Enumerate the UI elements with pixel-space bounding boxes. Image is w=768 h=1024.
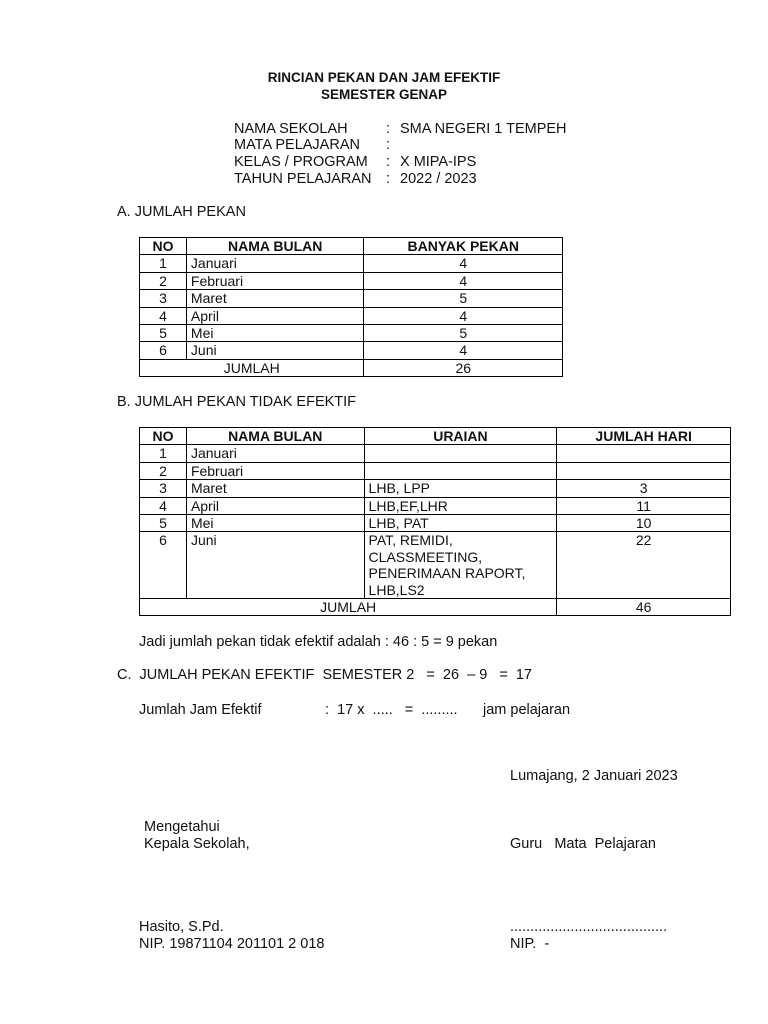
- cell-hari: 11: [557, 497, 731, 514]
- table-row: [140, 445, 731, 462]
- cell-bulan: Maret: [186, 290, 364, 307]
- cell-no: 6: [140, 342, 187, 359]
- cell-bulan: Maret: [186, 480, 364, 497]
- cell-no: 4: [140, 497, 187, 514]
- cell-uraian: [364, 462, 557, 479]
- teacher-nip: NIP. -: [510, 936, 550, 952]
- table-jumlah-pekan: [139, 237, 563, 377]
- cell-pekan: 4: [364, 342, 563, 359]
- cell-no: 2: [140, 462, 187, 479]
- table-row: [140, 497, 731, 514]
- cell-uraian: PAT, REMIDI, CLASSMEETING, PENERIMAAN RAPORT, LHB,LS2: [364, 532, 557, 599]
- principal-nip: NIP. 19871104 201101 2 018: [139, 936, 325, 952]
- col-header-pekan: BANYAK PEKAN: [364, 238, 563, 255]
- info-label: KELAS / PROGRAM: [234, 154, 368, 170]
- place-date: Lumajang, 2 Januari 2023: [510, 768, 678, 784]
- table-row: [140, 255, 563, 272]
- table-row: [140, 307, 563, 324]
- right-sign-title: Guru Mata Pelajaran: [510, 836, 656, 852]
- cell-no: 1: [140, 445, 187, 462]
- col-header-uraian: URAIAN: [364, 428, 557, 445]
- cell-pekan: 4: [364, 272, 563, 289]
- table-row: [140, 325, 563, 342]
- info-label: TAHUN PELAJARAN: [234, 171, 372, 187]
- left-sign-line1: Mengetahui: [144, 819, 220, 835]
- info-sep: :: [386, 121, 391, 137]
- table-pekan-tidak-efektif: [139, 427, 731, 616]
- info-sep: :: [386, 154, 391, 170]
- jam-efektif-label: Jumlah Jam Efektif: [139, 702, 262, 718]
- cell-uraian: LHB, PAT: [364, 515, 557, 532]
- info-label: NAMA SEKOLAH: [234, 121, 348, 137]
- cell-no: 6: [140, 532, 187, 599]
- info-label: MATA PELAJARAN: [234, 137, 360, 153]
- info-value: X MIPA-IPS: [400, 154, 477, 170]
- col-header-no: NO: [140, 428, 187, 445]
- section-a-heading: A. JUMLAH PEKAN: [117, 204, 246, 220]
- cell-pekan: 4: [364, 255, 563, 272]
- section-b-heading: B. JUMLAH PEKAN TIDAK EFEKTIF: [117, 394, 357, 410]
- jam-efektif-unit: jam pelajaran: [483, 702, 571, 718]
- cell-hari: 3: [557, 480, 731, 497]
- cell-bulan: Juni: [186, 532, 364, 599]
- cell-bulan: April: [186, 307, 364, 324]
- cell-no: 1: [140, 255, 187, 272]
- jam-efektif-formula: : 17 x ..... = .........: [325, 702, 458, 718]
- table-header-row: [140, 238, 563, 255]
- total-value: 46: [557, 599, 731, 616]
- cell-hari: [557, 462, 731, 479]
- col-header-bulan: NAMA BULAN: [186, 428, 364, 445]
- left-sign-line2: Kepala Sekolah,: [144, 836, 250, 852]
- cell-uraian: [364, 445, 557, 462]
- cell-hari: [557, 445, 731, 462]
- section-c-heading: C. JUMLAH PEKAN EFEKTIF SEMESTER 2 = 26 – 9 = 17: [117, 667, 532, 683]
- teacher-name-placeholder: .......................................: [510, 919, 668, 935]
- table-row: [140, 515, 731, 532]
- cell-bulan: April: [186, 497, 364, 514]
- table-header-row: [140, 428, 731, 445]
- table-total-row: [140, 599, 731, 616]
- info-year: [234, 171, 477, 188]
- cell-bulan: Mei: [186, 325, 364, 342]
- cell-hari: 22: [557, 532, 731, 599]
- col-header-hari: JUMLAH HARI: [557, 428, 731, 445]
- col-header-bulan: NAMA BULAN: [186, 238, 364, 255]
- cell-bulan: Juni: [186, 342, 364, 359]
- cell-no: 3: [140, 480, 187, 497]
- document-title-line2: SEMESTER GENAP: [320, 87, 448, 102]
- table-total-row: [140, 359, 563, 376]
- cell-pekan: 5: [364, 325, 563, 342]
- info-class: [234, 154, 476, 171]
- cell-bulan: Januari: [186, 445, 364, 462]
- cell-no: 5: [140, 515, 187, 532]
- document-title-line1: RINCIAN PEKAN DAN JAM EFEKTIF: [267, 70, 501, 85]
- cell-bulan: Februari: [186, 272, 364, 289]
- cell-uraian: LHB, LPP: [364, 480, 557, 497]
- cell-bulan: Januari: [186, 255, 364, 272]
- info-sep: :: [386, 171, 391, 187]
- total-value: 26: [364, 359, 563, 376]
- info-value: 2022 / 2023: [400, 171, 477, 187]
- cell-pekan: 4: [364, 307, 563, 324]
- total-label: JUMLAH: [140, 599, 557, 616]
- cell-no: 4: [140, 307, 187, 324]
- cell-uraian: LHB,EF,LHR: [364, 497, 557, 514]
- cell-pekan: 5: [364, 290, 563, 307]
- total-label: JUMLAH: [140, 359, 364, 376]
- table-row: [140, 480, 731, 497]
- table-row: [140, 462, 731, 479]
- cell-bulan: Februari: [186, 462, 364, 479]
- summary-tidak-efektif: Jadi jumlah pekan tidak efektif adalah : 46 : 5 = 9 pekan: [139, 634, 498, 650]
- col-header-no: NO: [140, 238, 187, 255]
- info-value: SMA NEGERI 1 TEMPEH: [400, 121, 567, 137]
- cell-hari: 10: [557, 515, 731, 532]
- principal-name: Hasito, S.Pd.: [139, 919, 224, 935]
- cell-no: 2: [140, 272, 187, 289]
- table-row: [140, 342, 563, 359]
- info-sep: :: [386, 137, 391, 153]
- info-school: [234, 121, 567, 138]
- info-subject: [234, 137, 400, 154]
- cell-bulan: Mei: [186, 515, 364, 532]
- table-row: [140, 272, 563, 289]
- table-row: [140, 290, 563, 307]
- table-row: [140, 532, 731, 599]
- cell-no: 3: [140, 290, 187, 307]
- cell-no: 5: [140, 325, 187, 342]
